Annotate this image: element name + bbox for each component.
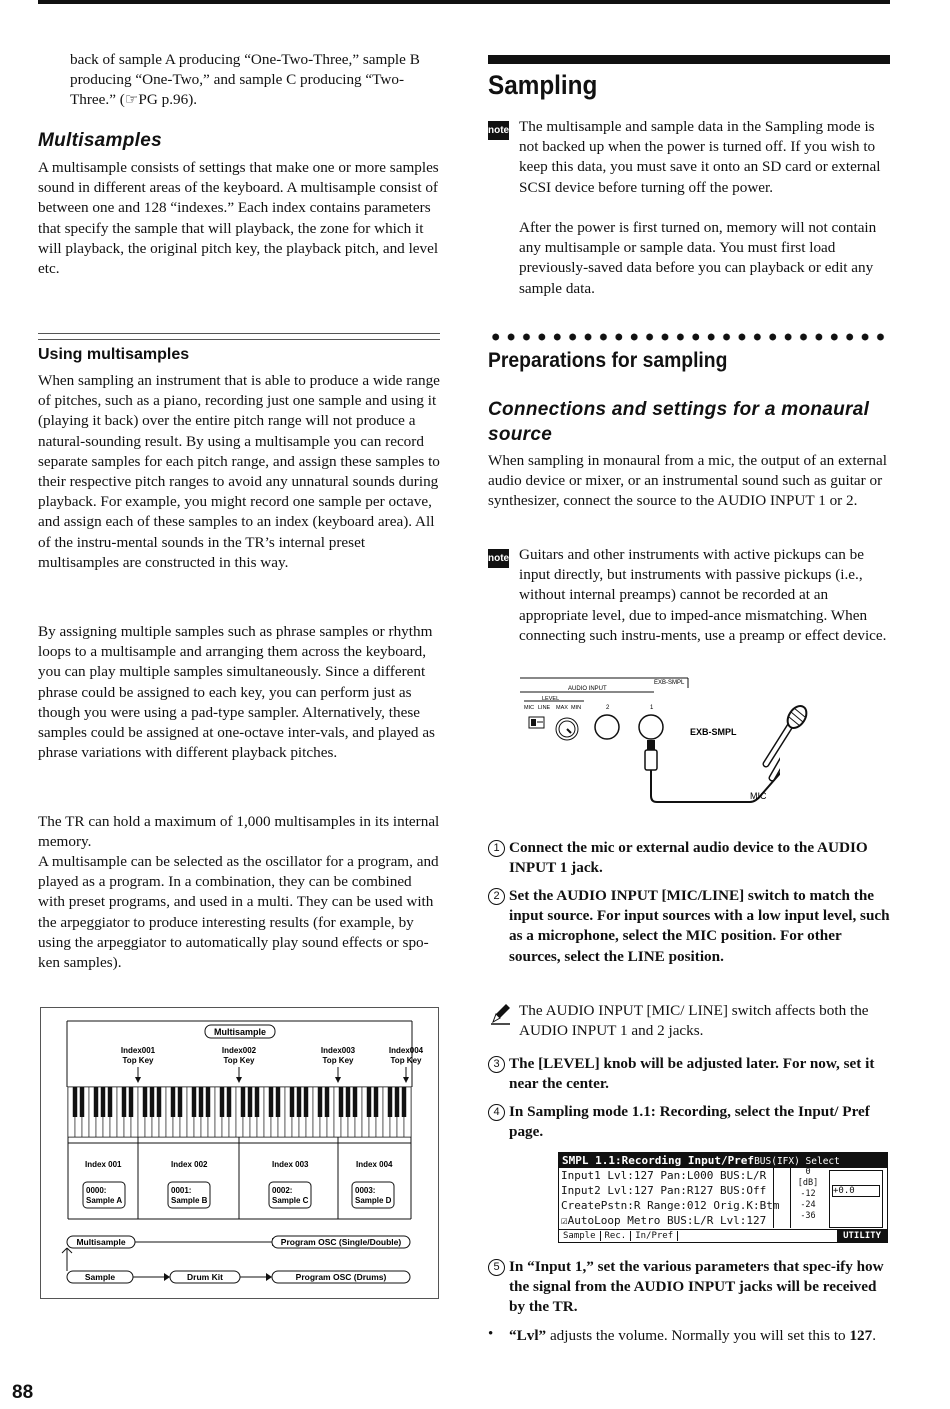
top-key-label: Top Key: [223, 1056, 255, 1065]
lcd-title-bar: [559, 1153, 887, 1168]
black-key: [192, 1087, 196, 1117]
top-key-label: Top Key: [122, 1056, 154, 1065]
caution-pencil-icon: [490, 1003, 512, 1025]
lcd-tabs: [559, 1229, 887, 1242]
using-paragraph-3: The TR can hold a maximum of 1,000 multisamples in its internal memory.: [38, 813, 440, 851]
using-paragraph-1: When sampling an instrument that is able to produce a wide range of pitches, such as a piano, recording just one sample and using it (playing it back) over the entire pitch range will not produce a natural-sounding result. By using a multisample you can record separate samples for each pitch range, and assign these samples to their respective pitch ranges to avoid any unnatural sounds during playback. For example, you might record one sample per octave, and assign each of these samples to an index (keyboard area). All of the instru-mental sounds in the TR’s internal preset multisamples are constructed in this way.: [38, 372, 440, 571]
black-key: [304, 1087, 308, 1117]
sample-label: 0002:: [272, 1186, 293, 1195]
sample-label: Sample D: [355, 1196, 392, 1205]
lcd-tab-in-pref[interactable]: In/Pref: [631, 1231, 678, 1241]
using-paragraph-4: A multisample can be selected as the oscillator for a program, and played as a program. In a combination, they can be combined with preset programs, and used in a multi. They can be used with the arpeggiator to produce interesting results (for example, by using the arpeggiator to automatically play sound effects or spo-ken samples).: [38, 853, 439, 972]
audio-input-1-jack[interactable]: [639, 715, 663, 739]
audio-input-2-jack[interactable]: [595, 715, 619, 739]
value-box: [829, 1170, 883, 1228]
lvl-value: 127: [849, 1327, 873, 1344]
multisample-pill-label: Multisample: [213, 1027, 267, 1037]
step-1-text: Connect the mic or external audio device to the AUDIO INPUT 1 jack.: [509, 839, 868, 877]
connections-body: When sampling in monaural from a mic, the output of an external audio device or mixer, or an instrumental sound such as guitar or synthesizer, connect the source to the AUDIO INPUT 1 or 2.: [488, 452, 887, 510]
lcd-tab-sample[interactable]: Sample: [559, 1231, 601, 1241]
flow-sample-label: Sample: [84, 1272, 116, 1282]
jack-2-label: 2: [606, 705, 610, 711]
plug: [645, 750, 657, 770]
lvl-label: “Lvl”: [509, 1327, 547, 1344]
step-3: [488, 1054, 890, 1094]
connections-heading: Connections and settings for a monaural source: [488, 399, 870, 445]
section-dots: [488, 332, 890, 342]
flow-program-osc-label: Program OSC (Single/Double): [280, 1237, 402, 1247]
top-key-label: Top Key: [322, 1056, 354, 1065]
sample-label: 0000:: [86, 1186, 107, 1195]
step-3-number: 3: [488, 1056, 505, 1073]
black-key: [297, 1087, 301, 1117]
connections-note: Guitars and other instruments with active pickups can be input directly, but instruments with passive pickups (i.e., without internal preamps) cannot be recorded at an appropriate level, due to imped-ance mismatching. When connecting such instru-ments, use a preamp or effect device.: [519, 546, 887, 644]
audio-input-label: AUDIO INPUT: [568, 686, 607, 692]
index-label: Index 002: [171, 1160, 208, 1169]
top-key-label: Index002: [221, 1046, 257, 1055]
black-key: [178, 1087, 182, 1117]
sample-label: Sample C: [272, 1196, 309, 1205]
lcd-row-input1[interactable]: Input1 Lvl:127 Pan:L000 BUS:L/R: [561, 1169, 767, 1182]
step-2-text: Set the AUDIO INPUT [MIC/LINE] switch to match the input source. For input sources with a low input level, such as a microphone, select the MIC position. For other sources, select the LINE position.: [509, 887, 890, 965]
caution-text: The AUDIO INPUT [MIC/ LINE] switch affects both the AUDIO INPUT 1 and 2 jacks.: [519, 1002, 869, 1040]
black-key: [220, 1087, 224, 1117]
keyboard: [68, 1087, 411, 1137]
step-2: [488, 886, 890, 967]
meter-12: -12: [800, 1189, 816, 1199]
black-key: [150, 1087, 154, 1117]
line-switch-label: LINE: [538, 705, 551, 711]
audio-input-panel-diagram: [520, 676, 780, 826]
lcd-title-right: BUS(IFX) Select: [754, 1156, 840, 1167]
step-5-text: In “Input 1,” set the various parameters that spec-ify how the signal from the AUDIO INPUT jacks will be received by the TR.: [509, 1258, 884, 1316]
top-key-label: Top Key: [390, 1056, 422, 1065]
black-key: [402, 1087, 406, 1117]
step-3-text: The [LEVEL] knob will be adjusted later. For now, set it near the center.: [509, 1055, 875, 1093]
flow-multisample-label: Multisample: [76, 1237, 126, 1247]
lcd-tab-rec[interactable]: Rec.: [601, 1231, 632, 1241]
step-4-text: In Sampling mode 1.1: Recording, select the Input/ Pref page.: [509, 1103, 870, 1141]
black-key: [80, 1087, 84, 1117]
black-key: [171, 1087, 175, 1117]
mic-switch-label: MIC: [524, 705, 535, 711]
black-key: [248, 1087, 252, 1117]
meter-0: 0: [805, 1167, 811, 1177]
black-key: [122, 1087, 126, 1117]
exb-small-label: EXB-SMPL: [654, 680, 685, 686]
black-key: [339, 1087, 343, 1117]
step-5-number: 5: [488, 1259, 505, 1276]
sampling-heading: Sampling: [488, 70, 598, 100]
black-key: [346, 1087, 350, 1117]
top-rule: [38, 0, 890, 4]
sample-label: Sample A: [86, 1196, 123, 1205]
step-1: [488, 838, 890, 878]
step-1-number: 1: [488, 840, 505, 857]
lcd-row-create[interactable]: CreatePstn:R Range:012 Orig.K:Btm: [561, 1199, 780, 1212]
level-label: LEVEL: [542, 696, 560, 702]
step-4: [488, 1102, 890, 1142]
lcd-row-autoloop[interactable]: ☑AutoLoop Metro BUS:L/R Lvl:127: [561, 1214, 767, 1227]
sampling-bar: [488, 55, 890, 64]
black-key: [108, 1087, 112, 1117]
black-key: [388, 1087, 392, 1117]
black-key: [129, 1087, 133, 1117]
multisample-diagram: [40, 1007, 439, 1299]
black-key: [367, 1087, 371, 1117]
lcd-title: SMPL 1.1:Recording Input/Pref: [562, 1154, 755, 1167]
level-meter: [773, 1168, 791, 1228]
top-key-label: Index001: [120, 1046, 156, 1055]
meter-24: -24: [800, 1200, 816, 1210]
microphone-head-icon: [758, 700, 808, 770]
black-key: [73, 1087, 77, 1117]
meter-db: [dB]: [797, 1178, 819, 1188]
intro-paragraph: back of sample A producing “One-Two-Three,” sample B producing “One-Two,” and sample C producing “Two-Three.” (☞PG p.96).: [70, 51, 420, 109]
lvl-end: .: [872, 1327, 877, 1344]
step-5: [488, 1257, 890, 1318]
jack-1-label: 1: [650, 705, 654, 711]
black-key: [94, 1087, 98, 1117]
note-icon: note: [488, 549, 509, 568]
black-key: [157, 1087, 161, 1117]
sample-label: 0001:: [171, 1186, 192, 1195]
sample-label: 0003:: [355, 1186, 376, 1195]
black-key: [374, 1087, 378, 1117]
step-2-number: 2: [488, 888, 505, 905]
black-key: [255, 1087, 259, 1117]
section-divider: [38, 333, 440, 340]
index-label: Index 001: [85, 1160, 122, 1169]
top-key-label: Index004: [388, 1046, 424, 1055]
multisamples-body: A multisample consists of settings that make one or more samples sound in different areas of the keyboard. A multisample consist of between one and 128 “indexes.” Each index contains parameters that specify the sample that will playback, the zone for which it will playback, the original pitch key, the playback pitch, and level etc.: [38, 159, 439, 278]
black-key: [199, 1087, 203, 1117]
black-key: [353, 1087, 357, 1117]
black-key: [290, 1087, 294, 1117]
note-icon: note: [488, 121, 509, 140]
meter-36: -36: [800, 1211, 816, 1221]
exb-smpl-label: EXB-SMPL: [690, 727, 737, 737]
lcd-utility-button[interactable]: UTILITY: [837, 1230, 887, 1242]
black-key: [395, 1087, 399, 1117]
sampling-note-1: The multisample and sample data in the Sampling mode is not backed up when the power is turned off. If you wish to keep this data, you must save it onto an SD card or external SCSI device before turning off the power.: [519, 118, 881, 196]
black-key: [206, 1087, 210, 1117]
index-label: Index 004: [356, 1160, 393, 1169]
top-key-label: Index003: [320, 1046, 356, 1055]
bullet-dot: •: [488, 1326, 494, 1342]
bullet-lvl: [488, 1326, 890, 1346]
preparations-heading: Preparations for sampling: [488, 349, 728, 372]
black-key: [241, 1087, 245, 1117]
multisamples-heading: Multisamples: [38, 130, 162, 151]
black-key: [269, 1087, 273, 1117]
flow-program-drums-label: Program OSC (Drums): [295, 1272, 387, 1282]
meter-scale: [791, 1167, 825, 1222]
lvl-text: adjusts the volume. Normally you will set this to: [546, 1327, 850, 1344]
mic-label: MIC: [750, 791, 767, 801]
black-key: [276, 1087, 280, 1117]
sample-label: Sample B: [171, 1196, 208, 1205]
index-label: Index 003: [272, 1160, 309, 1169]
sampling-note-2: After the power is first turned on, memory will not contain any multisample or sample data. You must first load previously-saved data before you can playback or edit any sample data.: [519, 219, 877, 297]
lcd-screen: [558, 1152, 888, 1243]
min-label: MIN: [571, 705, 582, 711]
using-paragraph-2: By assigning multiple samples such as phrase samples or rhythm loops to a multisample and arranging them across the keyboard, you can play multiple samples simultaneously. Since a different phrase could be assigned to each key, you can perform just as though you were using a pad-type sampler. Alternatively, these samples could be assigned at one-octave inter-vals, and played as phrase variations with different playback pitches.: [38, 623, 435, 762]
page-number: 88: [12, 1382, 34, 1403]
max-label: MAX: [556, 705, 568, 711]
value-readout[interactable]: +0.0: [832, 1185, 880, 1197]
flow-drumkit-label: Drum Kit: [187, 1272, 223, 1282]
lcd-row-input2[interactable]: Input2 Lvl:127 Pan:R127 BUS:Off: [561, 1184, 767, 1197]
black-key: [101, 1087, 105, 1117]
bullet-lvl-text: [488, 1326, 890, 1346]
step-4-number: 4: [488, 1104, 505, 1121]
black-key: [143, 1087, 147, 1117]
black-key: [227, 1087, 231, 1117]
using-multisamples-heading: Using multisamples: [38, 346, 190, 363]
black-key: [318, 1087, 322, 1117]
black-key: [325, 1087, 329, 1117]
